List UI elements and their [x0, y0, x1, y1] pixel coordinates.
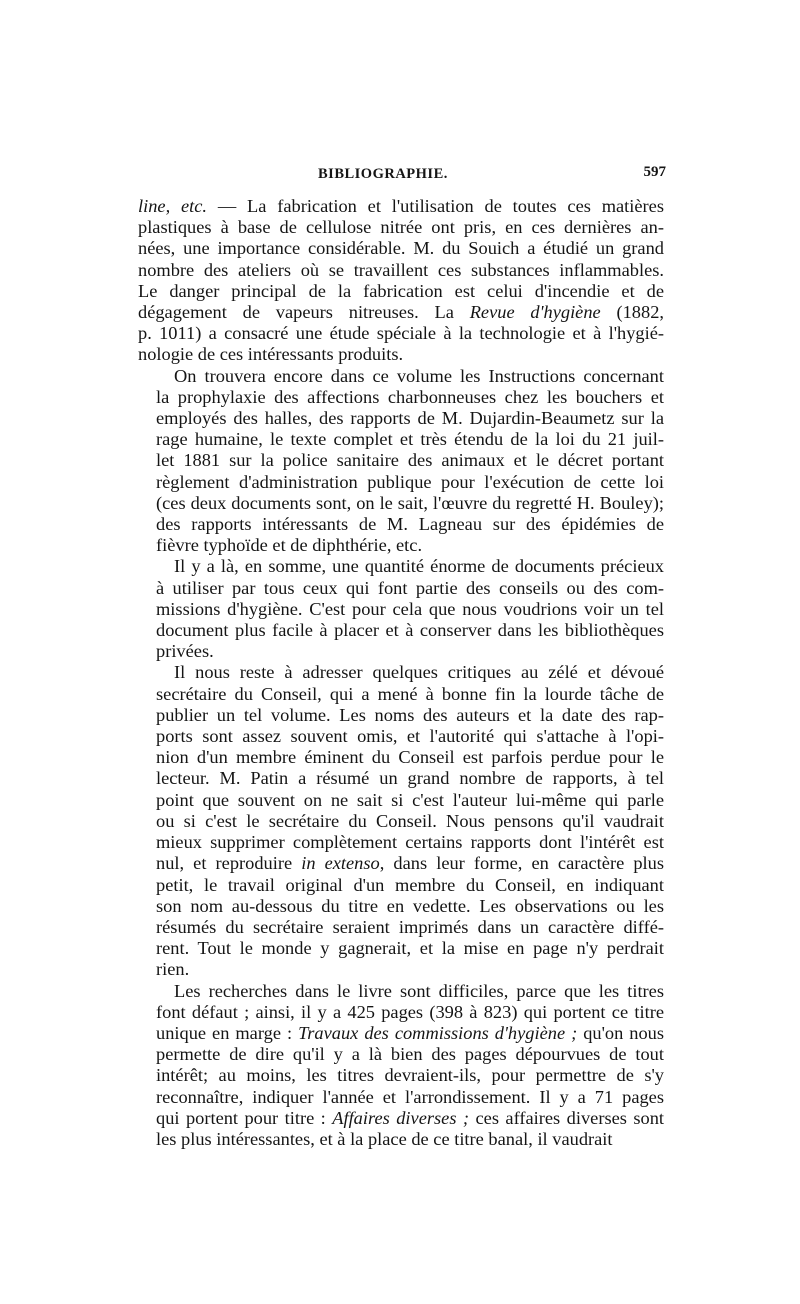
text-line: intérêt; au moins, les titres devraient-ils, pour permettre de s'y: [156, 1065, 664, 1086]
text-line: Les recherches dans le livre sont difficiles, parce que les titres: [174, 980, 664, 1001]
text-line: privées.: [156, 641, 214, 662]
text-line: Il y a là, en somme, une quantité énorme de documents précieux: [174, 556, 664, 577]
text-line: font défaut ; ainsi, il y a 425 pages (398 à 823) qui portent ce titre: [156, 1001, 664, 1022]
text-line: nion d'un membre éminent du Conseil est parfois perdue pour le: [156, 747, 664, 768]
text-line: nombre des ateliers où se travaillent ces substances inflammables.: [138, 259, 664, 280]
text-line: rage humaine, le texte complet et très étendu de la loi du 21 juil-: [156, 429, 664, 450]
book-page: [138, 160, 664, 1150]
text-line: employés des halles, des rapports de M. Dujardin-Beaumetz sur la: [156, 408, 664, 429]
paragraph: [138, 662, 664, 980]
body-text: [138, 196, 664, 1150]
running-title: BIBLIOGRAPHIE.: [318, 166, 448, 182]
text-line: let 1881 sur la police sanitaire des animaux et le décret portant: [156, 450, 664, 471]
text-line: secrétaire du Conseil, qui a mené à bonne fin la lourde tâche de: [156, 683, 664, 704]
text-line: rien.: [156, 959, 190, 980]
text-line: la prophylaxie des affections charbonneuses chez les bouchers et: [156, 386, 664, 407]
text-line: lecteur. M. Patin a résumé un grand nombre de rapports, à tel: [156, 768, 664, 789]
text-line: rent. Tout le monde y gagnerait, et la mise en page n'y perdrait: [156, 938, 664, 959]
text-line: line, etc. — La fabrication et l'utilisation de toutes ces matières: [138, 196, 664, 216]
text-line: fièvre typhoïde et de diphthérie, etc.: [156, 535, 423, 556]
text-line: p. 1011) a consacré une étude spéciale à la technologie et à l'hygié-: [138, 323, 664, 344]
text-line: nul, et reproduire in extenso, dans leur forme, en caractère plus: [156, 853, 664, 874]
text-line: On trouvera encore dans ce volume les Instructions concernant: [174, 365, 664, 386]
text-line: plastiques à base de cellulose nitrée ont pris, en ces dernières an-: [138, 217, 664, 238]
paragraph: [138, 981, 664, 1151]
text-line: ou si c'est le secrétaire du Conseil. Nous pensons qu'il vaudrait: [156, 810, 664, 831]
paragraph: [138, 196, 664, 366]
running-head: [138, 160, 664, 188]
text-line: qui portent pour titre : Affaires diverses ; ces affaires diverses sont: [156, 1107, 664, 1128]
text-line: petit, le travail original d'un membre du Conseil, en indiquant: [156, 874, 664, 895]
text-line: nologie de ces intéressants produits.: [138, 344, 404, 365]
page-number: 597: [643, 164, 666, 180]
paragraph: [138, 556, 664, 662]
text-line: dégagement de vapeurs nitreuses. La Revue d'hygiène (1882,: [138, 302, 664, 323]
text-line: les plus intéressantes, et à la place de ce titre banal, il vaudrait: [156, 1128, 613, 1149]
text-line: Il nous reste à adresser quelques critiques au zélé et dévoué: [174, 662, 664, 683]
text-line: mieux supprimer complètement certains rapports dont l'intérêt est: [156, 832, 664, 853]
paragraph: [138, 366, 664, 557]
text-line: résumés du secrétaire seraient imprimés dans un caractère diffé-: [156, 916, 664, 937]
text-line: unique en marge : Travaux des commissions d'hygiène ; qu'on nous: [156, 1022, 664, 1043]
text-line: document plus facile à placer et à conserver dans les bibliothèques: [156, 620, 664, 641]
text-line: publier un tel volume. Les noms des auteurs et la date des rap-: [156, 704, 664, 725]
text-line: son nom au-dessous du titre en vedette. Les observations ou les: [156, 895, 664, 916]
text-line: à utiliser par tous ceux qui font partie des conseils ou des com-: [156, 577, 664, 598]
text-line: point que souvent on ne sait si c'est l'auteur lui-même qui parle: [156, 789, 664, 810]
text-line: reconnaître, indiquer l'année et l'arrondissement. Il y a 71 pages: [156, 1086, 664, 1107]
text-line: ports sont assez souvent omis, et l'autorité qui s'attache à l'opi-: [156, 726, 664, 747]
text-line: Le danger principal de la fabrication est celui d'incendie et de: [138, 280, 664, 301]
text-line: (ces deux documents sont, on le sait, l'œuvre du regretté H. Bouley);: [156, 492, 664, 513]
text-line: règlement d'administration publique pour l'exécution de cette loi: [156, 471, 664, 492]
text-line: nées, une importance considérable. M. du Souich a étudié un grand: [138, 238, 664, 259]
text-line: des rapports intéressants de M. Lagneau sur des épidémies de: [156, 514, 664, 535]
text-line: permette de dire qu'il y a là bien des pages dépourvues de tout: [156, 1044, 664, 1065]
text-line: missions d'hygiène. C'est pour cela que nous voudrions voir un tel: [156, 598, 664, 619]
